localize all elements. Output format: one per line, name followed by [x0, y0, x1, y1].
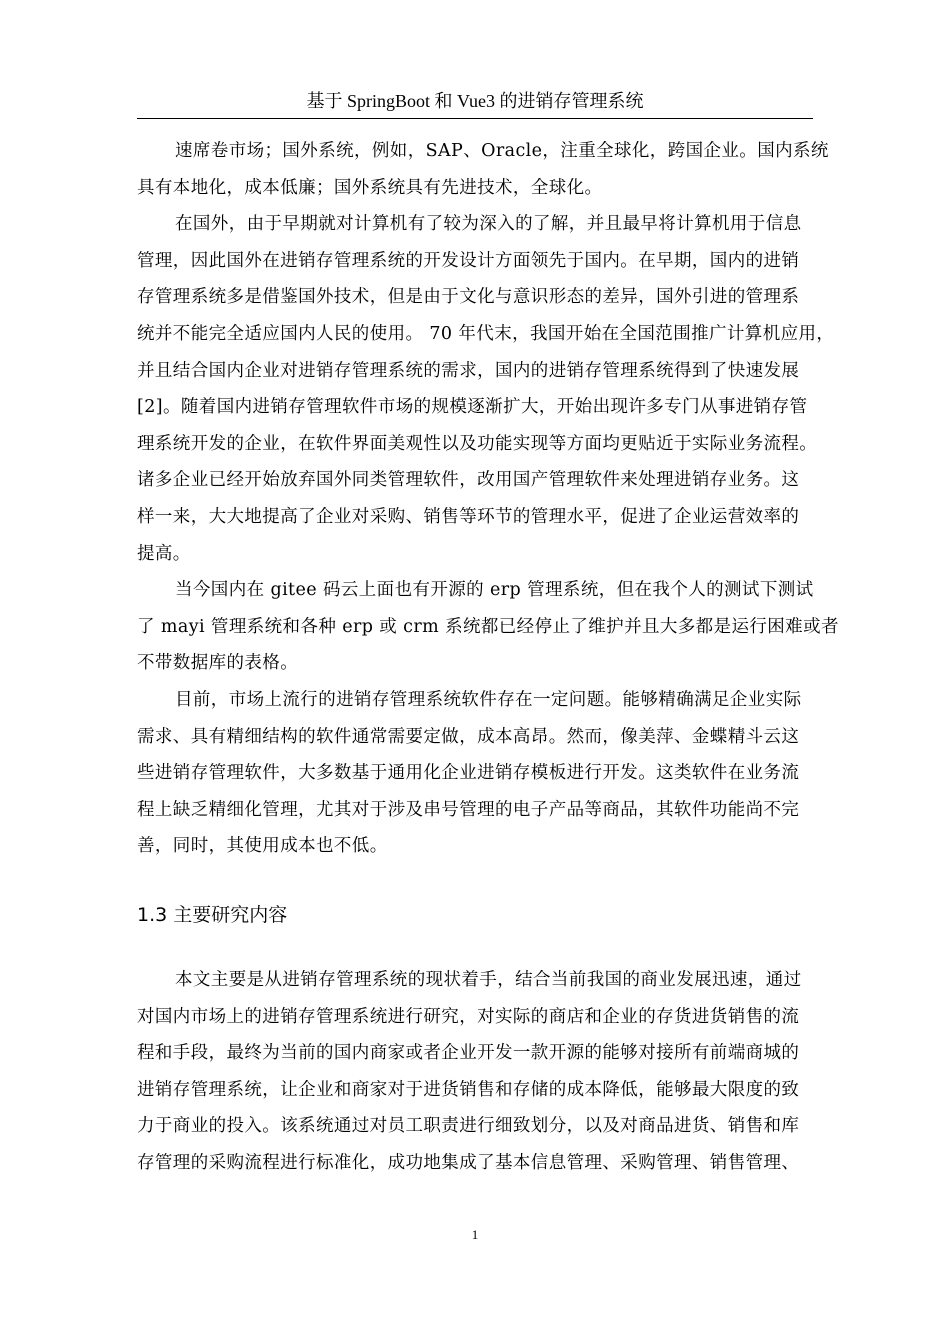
text-line: [2]。随着国内进销存管理软件市场的规模逐渐扩大，开始出现许多专门从事进销存管 — [137, 397, 808, 418]
page-number: 1 — [471, 1227, 479, 1242]
paragraph — [137, 206, 859, 572]
text-line: 在国外，由于早期就对计算机有了较为深入的了解，并且最早将计算机用于信息 — [175, 214, 802, 235]
section-heading: 1.3 主要研究内容 — [137, 904, 288, 926]
text-line: 力于商业的投入。该系统通过对员工职责进行细致划分，以及对商品进货、销售和库 — [137, 1116, 800, 1137]
text-line: 存管理的采购流程进行标准化，成功地集成了基本信息管理、采购管理、销售管理、 — [137, 1152, 800, 1173]
paragraph — [137, 572, 859, 682]
text-line: 目前，市场上流行的进销存管理系统软件存在一定问题。能够精确满足企业实际 — [175, 689, 802, 710]
running-header: 基于 SpringBoot 和 Vue3 的进销存管理系统 — [306, 91, 644, 111]
text-line: 善，同时，其使用成本也不低。 — [137, 836, 388, 857]
header-rule — [137, 118, 813, 119]
body-text-top — [137, 133, 859, 865]
text-line: 对国内市场上的进销存管理系统进行研究，对实际的商店和企业的存货进货销售的流 — [137, 1006, 800, 1027]
text-line: 当今国内在 gitee 码云上面也有开源的 erp 管理系统，但在我个人的测试下测试 — [175, 580, 814, 601]
text-line: 理系统开发的企业，在软件界面美观性以及功能实现等方面均更贴近于实际业务流程。 — [137, 433, 818, 454]
text-line: 了 mayi 管理系统和各种 erp 或 crm 系统都已经停止了维护并且大多都是运行困难或者 — [137, 616, 839, 637]
text-line: 速席卷市场；国外系统，例如，SAP、Oracle，注重全球化，跨国企业。国内系统 — [175, 141, 829, 161]
text-line: 程和手段，最终为当前的国内商家或者企业开发一款开源的能够对接所有前端商城的 — [137, 1043, 800, 1064]
body-text-bottom — [137, 962, 859, 1182]
text-line: 具有本地化，成本低廉；国外系统具有先进技术，全球化。 — [137, 177, 603, 198]
text-line: 需求、具有精细结构的软件通常需要定做，成本高昂。然而，像美萍、金蝶精斗云这 — [137, 726, 800, 747]
text-line: 些进销存管理软件，大多数基于通用化企业进销存模板进行开发。这类软件在业务流 — [137, 763, 800, 784]
text-line: 提高。 — [137, 543, 191, 564]
paragraph — [137, 133, 859, 206]
text-line: 并且结合国内企业对进销存管理系统的需求，国内的进销存管理系统得到了快速发展 — [137, 360, 800, 381]
text-line: 管理，因此国外在进销存管理系统的开发设计方面领先于国内。在早期，国内的进销 — [137, 250, 800, 271]
text-line: 不带数据库的表格。 — [137, 653, 299, 674]
text-line: 程上缺乏精细化管理，尤其对于涉及串号管理的电子产品等商品，其软件功能尚不完 — [137, 799, 800, 820]
text-line: 本文主要是从进销存管理系统的现状着手，结合当前我国的商业发展迅速，通过 — [175, 970, 802, 990]
paragraph — [137, 682, 859, 865]
text-line: 样一来，大大地提高了企业对采购、销售等环节的管理水平，促进了企业运营效率的 — [137, 506, 800, 527]
text-line: 诸多企业已经开始放弃国外同类管理软件，改用国产管理软件来处理进销存业务。这 — [137, 470, 800, 491]
text-line: 存管理系统多是借鉴国外技术，但是由于文化与意识形态的差异，国外引进的管理系 — [137, 287, 800, 308]
text-line: 统并不能完全适应国内人民的使用。 70 年代末，我国开始在全国范围推广计算机应用， — [137, 323, 835, 344]
paragraph — [137, 962, 859, 1182]
text-line: 进销存管理系统，让企业和商家对于进货销售和存储的成本降低，能够最大限度的致 — [137, 1079, 800, 1100]
